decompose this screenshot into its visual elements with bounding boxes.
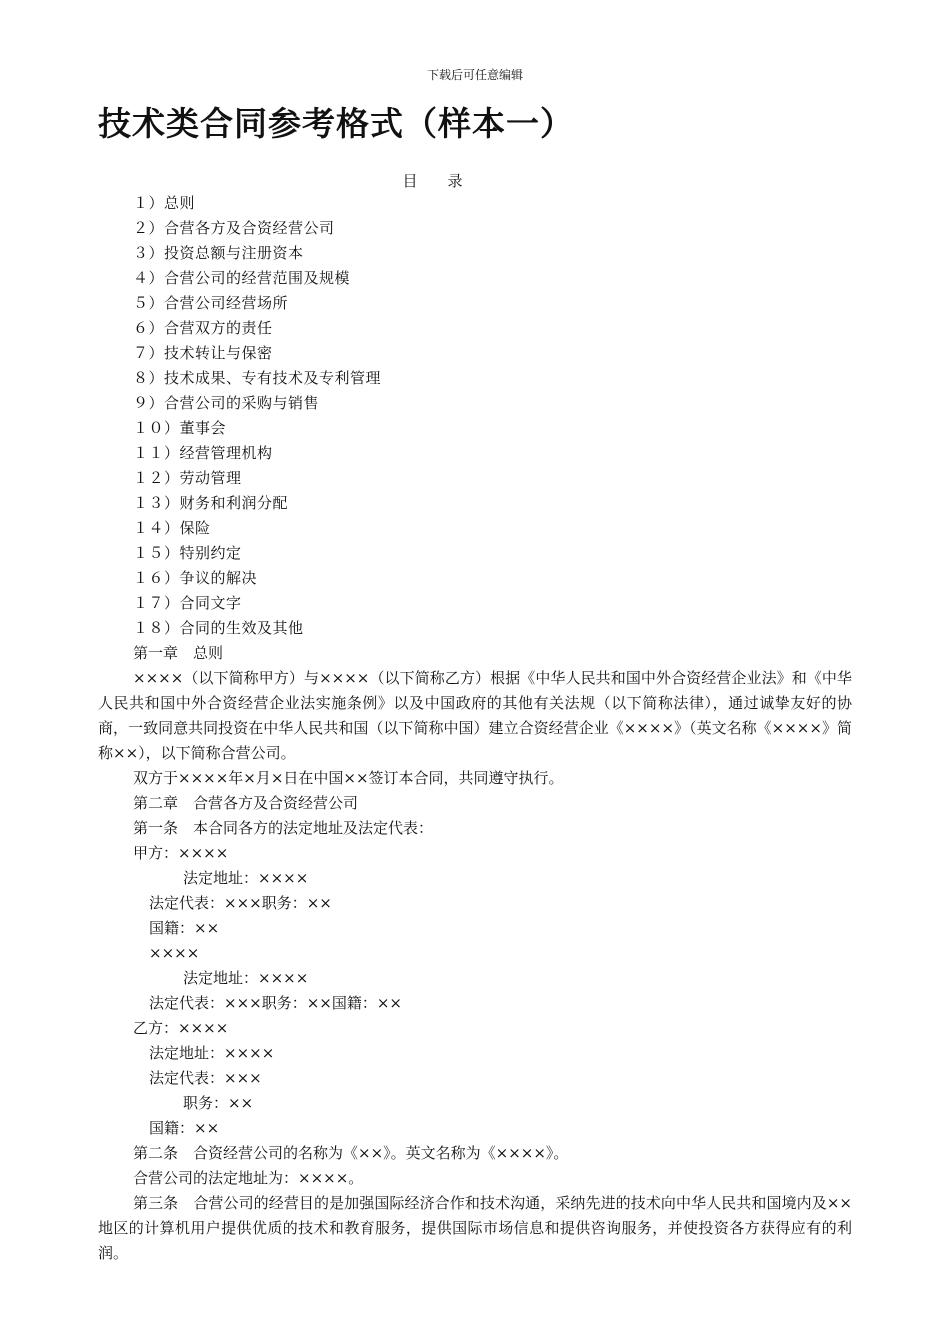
toc-heading: 目 录 <box>402 172 463 190</box>
toc-item: １２）劳动管理 <box>133 469 242 487</box>
toc-item: ７）技术转让与保密 <box>133 344 273 362</box>
toc-item: １３）财务和利润分配 <box>133 494 289 512</box>
party-a-address: 法定地址：×××× <box>183 869 309 887</box>
toc-item: １４）保险 <box>133 519 211 537</box>
party-b-title: 职务：×× <box>183 1094 254 1112</box>
article-heading: 第二条 合资经营公司的名称为《××》。英文名称为《××××》。 <box>133 1144 569 1162</box>
toc-item: １６）争议的解决 <box>133 569 258 587</box>
party-a-representative: 法定代表：×××职务：×× <box>149 894 332 912</box>
toc-item: １１）经营管理机构 <box>133 444 273 462</box>
party-b-address: 法定地址：×××× <box>149 1044 275 1062</box>
toc-item: ６）合营双方的责任 <box>133 319 273 337</box>
party-a2-address: 法定地址：×××× <box>183 969 309 987</box>
toc-item: １８）合同的生效及其他 <box>133 619 304 637</box>
article-paragraph: 第三条 合营公司的经营目的是加强国际经济合作和技术沟通，采纳先进的技术向中华人民共和国境内及××地区的计算机用户提供优质的技术和教育服务，提供国际市场信息和提供咨询服务，并使投资各方获得应有的利润。 <box>98 1194 852 1262</box>
chapter-heading: 第一章 总则 <box>133 644 224 662</box>
toc-item: １０）董事会 <box>133 419 227 437</box>
party-b-name: 乙方：×××× <box>133 1019 229 1037</box>
paragraph: ××××（以下简称甲方）与××××（以下简称乙方）根据《中华人民共和国中外合资经营企业法》和《中华人民共和国中外合资经营企业法实施条例》以及中国政府的其他有关法规（以下简称法律），通过诚挚友好的协商，一致同意共同投资在中华人民共和国（以下简称中国）建立合资经营企业《××××》（英文名称《××××》简称××），以下简称合营公司。 <box>98 669 852 762</box>
table-of-contents <box>133 191 381 641</box>
party-a-name: 甲方：×××× <box>133 844 229 862</box>
party-b-nationality: 国籍：×× <box>149 1119 220 1137</box>
toc-item: ３）投资总额与注册资本 <box>133 244 304 262</box>
paragraph: 双方于××××年×月×日在中国××签订本合同，共同遵守执行。 <box>133 769 564 787</box>
toc-item: ８）技术成果、专有技术及专利管理 <box>133 369 382 387</box>
chapter-heading: 第二章 合营各方及合资经营公司 <box>133 794 359 812</box>
toc-item: ４）合营公司的经营范围及规模 <box>133 269 351 287</box>
toc-item: １）总则 <box>133 194 196 212</box>
document-title: 技术类合同参考格式（样本一） <box>98 104 574 143</box>
paragraph: 合营公司的法定地址为：××××。 <box>133 1169 364 1187</box>
party-b-representative: 法定代表：××× <box>149 1069 262 1087</box>
article-heading: 第一条 本合同各方的法定地址及法定代表： <box>133 819 434 837</box>
header-note: 下载后可任意编辑 <box>426 68 523 82</box>
party-a-nationality: 国籍：×× <box>149 919 220 937</box>
toc-item: １５）特别约定 <box>133 544 242 562</box>
toc-item: ２）合营各方及合资经营公司 <box>133 219 335 237</box>
toc-item: １７）合同文字 <box>133 594 242 612</box>
toc-item: ５）合营公司经营场所 <box>133 294 289 312</box>
toc-item: ９）合营公司的采购与销售 <box>133 394 320 412</box>
party-a2-name: ×××× <box>149 944 200 962</box>
party-a2-representative: 法定代表：×××职务：××国籍：×× <box>149 994 402 1012</box>
